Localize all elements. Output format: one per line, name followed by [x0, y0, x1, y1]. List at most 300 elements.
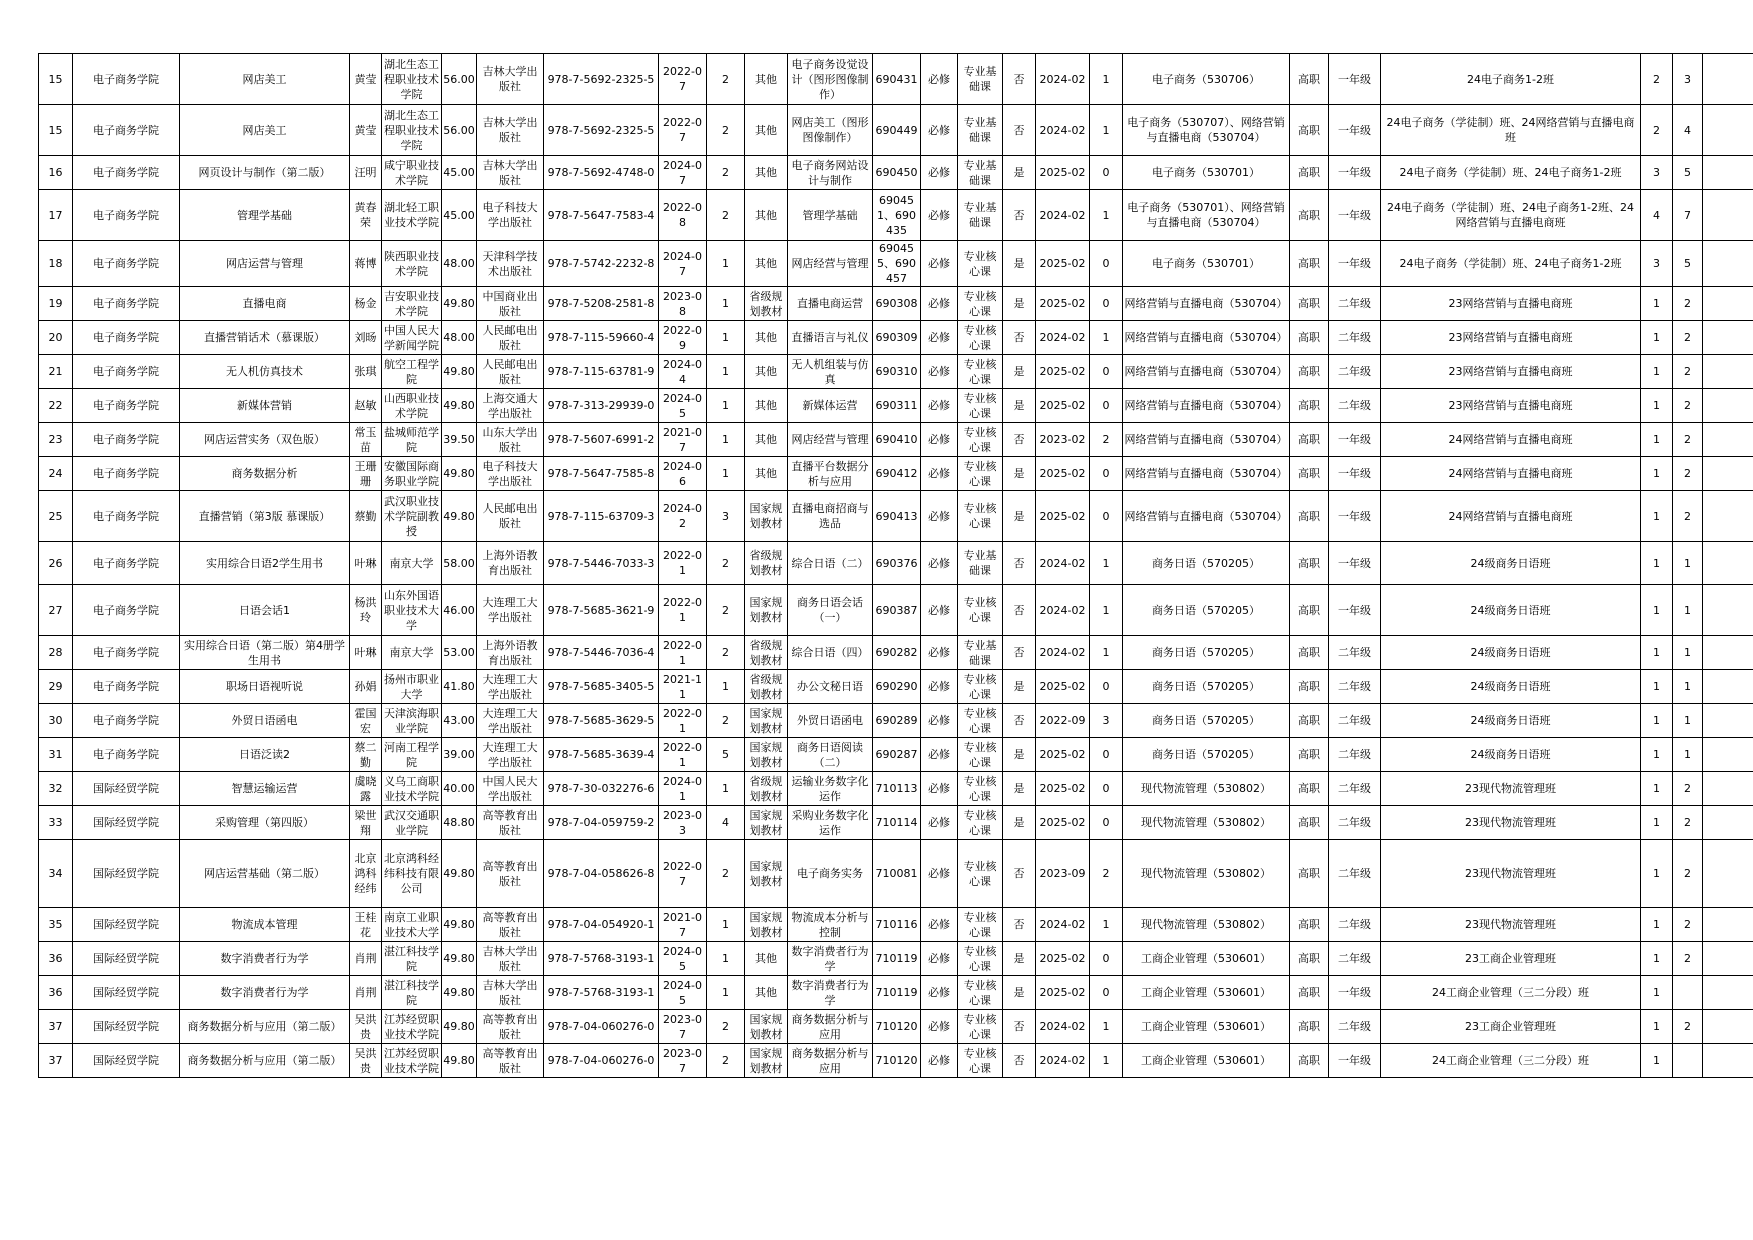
cell-ctype: 专业核心课 — [958, 491, 1003, 542]
cell-edition: 2 — [707, 704, 745, 738]
cell-edu: 高职 — [1290, 105, 1329, 156]
cell-isbn: 978-7-5607-6991-2 — [544, 423, 659, 457]
cell-pubdate: 2023-07 — [659, 1010, 707, 1044]
cell-code-text: 690376 — [875, 556, 918, 570]
cell-newb: 是 — [1003, 156, 1036, 190]
cell-extra — [1703, 321, 1753, 355]
cell-years: 0 — [1090, 241, 1123, 287]
cell-code — [873, 190, 921, 241]
cell-publisher: 大连理工大学出版社 — [477, 704, 544, 738]
cell-first: 2025-02 — [1036, 389, 1090, 423]
cell-edu: 高职 — [1290, 942, 1329, 976]
cell-college: 电子商务学院 — [73, 542, 180, 585]
cell-pubdate: 2022-09 — [659, 321, 707, 355]
cell-code-text: 690451、690435 — [877, 193, 916, 237]
cell-level: 国家规划教材 — [745, 840, 788, 908]
cell-extra — [1703, 738, 1753, 772]
cell-newb: 否 — [1003, 423, 1036, 457]
cell-pubdate: 2024-05 — [659, 389, 707, 423]
cell-code — [873, 942, 921, 976]
cell-author-text: 蔡勤 — [354, 509, 377, 523]
cell-aff: 武汉交通职业学院 — [382, 806, 442, 840]
cell-code-text: 690387 — [875, 603, 918, 617]
cell-author-text: 孙娟 — [354, 680, 377, 693]
cell-edu: 高职 — [1290, 54, 1329, 105]
cell-n2 — [1673, 1044, 1703, 1078]
cell-book: 网店美工 — [180, 105, 350, 156]
cell-newb: 是 — [1003, 241, 1036, 287]
cell-no: 24 — [39, 457, 73, 491]
cell-no: 37 — [39, 1010, 73, 1044]
cell-classes: 24电子商务（学徒制）班、24电子商务1-2班、24网络营销与直播电商班 — [1381, 190, 1641, 241]
cell-author — [350, 942, 382, 976]
cell-no: 17 — [39, 190, 73, 241]
cell-pubdate: 2022-07 — [659, 54, 707, 105]
cell-first: 2025-02 — [1036, 457, 1090, 491]
cell-newb: 是 — [1003, 491, 1036, 542]
cell-n1: 1 — [1641, 806, 1673, 840]
cell-req: 必修 — [921, 738, 958, 772]
cell-aff: 义乌工商职业技术学院 — [382, 772, 442, 806]
cell-aff: 吉安职业技术学院 — [382, 287, 442, 321]
cell-author — [350, 241, 382, 287]
textbook-table — [38, 53, 1753, 1078]
cell-course: 网店经营与管理 — [788, 423, 873, 457]
cell-code-text: 710114 — [875, 816, 918, 829]
cell-edition: 2 — [707, 1044, 745, 1078]
cell-classes: 23工商企业管理班 — [1381, 942, 1641, 976]
table-row — [39, 355, 1753, 389]
cell-classes: 24网络营销与直播电商班 — [1381, 491, 1641, 542]
cell-level: 国家规划教材 — [745, 491, 788, 542]
cell-grade: 二年级 — [1329, 806, 1381, 840]
cell-grade: 二年级 — [1329, 321, 1381, 355]
cell-publisher: 吉林大学出版社 — [477, 105, 544, 156]
cell-first: 2024-02 — [1036, 1044, 1090, 1078]
cell-aff: 武汉职业技术学院副教授 — [382, 491, 442, 542]
cell-years: 1 — [1090, 321, 1123, 355]
cell-price: 48.00 — [442, 321, 477, 355]
cell-classes: 24级商务日语班 — [1381, 542, 1641, 585]
cell-level: 其他 — [745, 156, 788, 190]
cell-newb: 否 — [1003, 105, 1036, 156]
cell-code — [873, 908, 921, 942]
cell-author-text: 杨洪玲 — [354, 596, 377, 624]
cell-author-text: 刘旸 — [354, 331, 377, 344]
cell-n1: 1 — [1641, 772, 1673, 806]
cell-classes: 24电子商务（学徒制）班、24电子商务1-2班 — [1381, 156, 1641, 190]
cell-newb: 否 — [1003, 542, 1036, 585]
cell-author-text: 王珊珊 — [354, 459, 377, 488]
cell-extra — [1703, 190, 1753, 241]
cell-college: 电子商务学院 — [73, 321, 180, 355]
cell-aff: 湛江科技学院 — [382, 942, 442, 976]
cell-newb: 否 — [1003, 585, 1036, 636]
cell-n1: 1 — [1641, 1044, 1673, 1078]
cell-aff: 南京大学 — [382, 542, 442, 585]
cell-first: 2023-02 — [1036, 423, 1090, 457]
cell-author-text: 叶琳 — [354, 556, 377, 570]
cell-edition: 2 — [707, 190, 745, 241]
cell-years: 0 — [1090, 491, 1123, 542]
cell-first: 2024-02 — [1036, 636, 1090, 670]
cell-course: 商务数据分析与应用 — [788, 1044, 873, 1078]
cell-author-text: 蒋博 — [354, 257, 377, 270]
cell-major: 现代物流管理（530802） — [1123, 806, 1290, 840]
cell-grade: 二年级 — [1329, 287, 1381, 321]
cell-price: 43.00 — [442, 704, 477, 738]
cell-ctype: 专业核心课 — [958, 976, 1003, 1010]
cell-edition: 2 — [707, 105, 745, 156]
cell-level: 省级规划教材 — [745, 670, 788, 704]
cell-publisher: 上海外语教育出版社 — [477, 636, 544, 670]
cell-course: 商务日语阅读（二） — [788, 738, 873, 772]
cell-ctype: 专业核心课 — [958, 585, 1003, 636]
cell-author — [350, 287, 382, 321]
cell-price: 45.00 — [442, 190, 477, 241]
cell-price: 49.80 — [442, 942, 477, 976]
cell-book: 日语会话1 — [180, 585, 350, 636]
cell-extra — [1703, 54, 1753, 105]
cell-course: 运输业务数字化运作 — [788, 772, 873, 806]
cell-years: 0 — [1090, 976, 1123, 1010]
table-row — [39, 105, 1753, 156]
cell-level: 其他 — [745, 976, 788, 1010]
cell-college: 电子商务学院 — [73, 491, 180, 542]
cell-level: 其他 — [745, 355, 788, 389]
cell-classes: 23现代物流管理班 — [1381, 840, 1641, 908]
cell-college: 电子商务学院 — [73, 389, 180, 423]
cell-edition: 1 — [707, 287, 745, 321]
cell-ctype: 专业核心课 — [958, 806, 1003, 840]
cell-years: 2 — [1090, 423, 1123, 457]
cell-newb: 否 — [1003, 908, 1036, 942]
cell-aff: 湛江科技学院 — [382, 976, 442, 1010]
cell-newb: 是 — [1003, 772, 1036, 806]
cell-author — [350, 54, 382, 105]
cell-extra — [1703, 542, 1753, 585]
cell-college: 电子商务学院 — [73, 636, 180, 670]
cell-book: 商务数据分析与应用（第二版） — [180, 1044, 350, 1078]
cell-n2: 1 — [1673, 542, 1703, 585]
table-row — [39, 423, 1753, 457]
cell-newb: 否 — [1003, 1044, 1036, 1078]
cell-ctype: 专业基础课 — [958, 542, 1003, 585]
cell-publisher: 大连理工大学出版社 — [477, 585, 544, 636]
cell-ctype: 专业基础课 — [958, 190, 1003, 241]
cell-author-text: 虞晓露 — [354, 774, 377, 803]
cell-extra — [1703, 423, 1753, 457]
cell-first: 2024-02 — [1036, 105, 1090, 156]
cell-code-text: 710081 — [875, 867, 918, 880]
cell-isbn: 978-7-5692-2325-5 — [544, 105, 659, 156]
cell-price: 56.00 — [442, 105, 477, 156]
cell-first: 2024-02 — [1036, 1010, 1090, 1044]
cell-isbn: 978-7-04-054920-1 — [544, 908, 659, 942]
cell-req: 必修 — [921, 704, 958, 738]
cell-years: 3 — [1090, 704, 1123, 738]
cell-code-text: 690431 — [875, 72, 918, 86]
cell-grade: 二年级 — [1329, 355, 1381, 389]
cell-classes: 23网络营销与直播电商班 — [1381, 389, 1641, 423]
cell-edition: 2 — [707, 840, 745, 908]
cell-n1: 1 — [1641, 423, 1673, 457]
cell-pubdate: 2024-05 — [659, 942, 707, 976]
cell-edu: 高职 — [1290, 1010, 1329, 1044]
cell-newb: 否 — [1003, 190, 1036, 241]
cell-level: 其他 — [745, 942, 788, 976]
cell-n1: 1 — [1641, 704, 1673, 738]
cell-author — [350, 1044, 382, 1078]
cell-years: 0 — [1090, 670, 1123, 704]
cell-author-text: 蔡二勤 — [354, 740, 377, 769]
cell-author-text: 肖荆 — [354, 986, 377, 999]
cell-book: 直播营销话术（慕课版） — [180, 321, 350, 355]
cell-n2: 2 — [1673, 491, 1703, 542]
cell-isbn: 978-7-04-060276-0 — [544, 1010, 659, 1044]
cell-college: 国际经贸学院 — [73, 1044, 180, 1078]
cell-author — [350, 389, 382, 423]
table-row — [39, 738, 1753, 772]
cell-years: 0 — [1090, 156, 1123, 190]
cell-code — [873, 542, 921, 585]
cell-publisher: 上海交通大学出版社 — [477, 389, 544, 423]
table-row — [39, 491, 1753, 542]
table-row — [39, 54, 1753, 105]
cell-aff: 山西职业技术学院 — [382, 389, 442, 423]
table-row — [39, 585, 1753, 636]
cell-grade: 一年级 — [1329, 585, 1381, 636]
cell-college: 国际经贸学院 — [73, 942, 180, 976]
cell-newb: 是 — [1003, 457, 1036, 491]
cell-course: 直播平台数据分析与应用 — [788, 457, 873, 491]
cell-edu: 高职 — [1290, 840, 1329, 908]
cell-aff: 湖北生态工程职业技术学院 — [382, 54, 442, 105]
cell-years: 1 — [1090, 636, 1123, 670]
cell-code — [873, 772, 921, 806]
cell-author-text: 张琪 — [354, 365, 377, 378]
cell-code-text: 690289 — [875, 714, 918, 727]
cell-extra — [1703, 491, 1753, 542]
cell-n2: 5 — [1673, 156, 1703, 190]
cell-book: 职场日语视听说 — [180, 670, 350, 704]
cell-years: 0 — [1090, 738, 1123, 772]
cell-course: 管理学基础 — [788, 190, 873, 241]
cell-isbn: 978-7-04-059759-2 — [544, 806, 659, 840]
cell-n1: 1 — [1641, 355, 1673, 389]
cell-college: 国际经贸学院 — [73, 772, 180, 806]
cell-extra — [1703, 156, 1753, 190]
cell-author — [350, 491, 382, 542]
cell-newb: 是 — [1003, 976, 1036, 1010]
cell-newb: 是 — [1003, 670, 1036, 704]
cell-book: 物流成本管理 — [180, 908, 350, 942]
cell-price: 45.00 — [442, 156, 477, 190]
cell-pubdate: 2024-07 — [659, 156, 707, 190]
cell-extra — [1703, 241, 1753, 287]
cell-book: 实用综合日语2学生用书 — [180, 542, 350, 585]
cell-author — [350, 156, 382, 190]
cell-publisher: 吉林大学出版社 — [477, 54, 544, 105]
table-row — [39, 542, 1753, 585]
cell-pubdate: 2021-07 — [659, 908, 707, 942]
cell-publisher: 吉林大学出版社 — [477, 156, 544, 190]
cell-classes: 24网络营销与直播电商班 — [1381, 423, 1641, 457]
cell-major: 电子商务（530701） — [1123, 156, 1290, 190]
cell-grade: 一年级 — [1329, 54, 1381, 105]
cell-n2: 2 — [1673, 423, 1703, 457]
cell-author — [350, 1010, 382, 1044]
cell-book: 无人机仿真技术 — [180, 355, 350, 389]
cell-code — [873, 457, 921, 491]
cell-course: 商务数据分析与应用 — [788, 1010, 873, 1044]
cell-edition: 2 — [707, 542, 745, 585]
cell-book: 采购管理（第四版） — [180, 806, 350, 840]
cell-pubdate: 2024-07 — [659, 241, 707, 287]
cell-price: 53.00 — [442, 636, 477, 670]
cell-college: 国际经贸学院 — [73, 840, 180, 908]
cell-book: 管理学基础 — [180, 190, 350, 241]
cell-book: 商务数据分析与应用（第二版） — [180, 1010, 350, 1044]
cell-major: 电子商务（530701）、网络营销与直播电商（530704） — [1123, 190, 1290, 241]
cell-code-text: 690310 — [875, 365, 918, 378]
cell-first: 2025-02 — [1036, 670, 1090, 704]
cell-code — [873, 840, 921, 908]
cell-edition: 1 — [707, 942, 745, 976]
cell-author — [350, 840, 382, 908]
cell-course: 网店美工（图形图像制作） — [788, 105, 873, 156]
cell-aff: 南京大学 — [382, 636, 442, 670]
cell-author — [350, 908, 382, 942]
cell-first: 2025-02 — [1036, 156, 1090, 190]
cell-isbn: 978-7-5208-2581-8 — [544, 287, 659, 321]
cell-n2: 2 — [1673, 840, 1703, 908]
cell-price: 49.80 — [442, 355, 477, 389]
cell-years: 1 — [1090, 105, 1123, 156]
cell-first: 2025-02 — [1036, 806, 1090, 840]
cell-author-text: 北京鸿科经纬 — [354, 851, 377, 895]
cell-publisher: 电子科技大学出版社 — [477, 457, 544, 491]
cell-author — [350, 772, 382, 806]
cell-isbn: 978-7-5647-7583-4 — [544, 190, 659, 241]
cell-extra — [1703, 772, 1753, 806]
cell-grade: 二年级 — [1329, 670, 1381, 704]
table-row — [39, 287, 1753, 321]
table-row — [39, 670, 1753, 704]
cell-code-text: 690412 — [875, 467, 918, 480]
cell-n1: 1 — [1641, 908, 1673, 942]
cell-major: 商务日语（570205） — [1123, 738, 1290, 772]
cell-book: 直播营销（第3版 慕课版） — [180, 491, 350, 542]
cell-author — [350, 190, 382, 241]
cell-pubdate: 2024-05 — [659, 976, 707, 1010]
cell-level: 国家规划教材 — [745, 1010, 788, 1044]
cell-level: 国家规划教材 — [745, 585, 788, 636]
cell-edu: 高职 — [1290, 423, 1329, 457]
cell-no: 32 — [39, 772, 73, 806]
cell-major: 商务日语（570205） — [1123, 585, 1290, 636]
cell-author-text: 赵敏 — [354, 399, 377, 412]
cell-book: 新媒体营销 — [180, 389, 350, 423]
cell-grade: 二年级 — [1329, 942, 1381, 976]
cell-publisher: 中国商业出版社 — [477, 287, 544, 321]
cell-extra — [1703, 585, 1753, 636]
cell-edu: 高职 — [1290, 287, 1329, 321]
cell-major: 商务日语（570205） — [1123, 636, 1290, 670]
cell-years: 0 — [1090, 772, 1123, 806]
cell-newb: 否 — [1003, 840, 1036, 908]
table-row — [39, 190, 1753, 241]
cell-code — [873, 423, 921, 457]
cell-req: 必修 — [921, 355, 958, 389]
cell-no: 18 — [39, 241, 73, 287]
cell-aff: 北京鸿科经纬科技有限公司 — [382, 840, 442, 908]
cell-isbn: 978-7-5685-3621-9 — [544, 585, 659, 636]
cell-first: 2025-02 — [1036, 241, 1090, 287]
cell-author — [350, 738, 382, 772]
table-row — [39, 156, 1753, 190]
cell-major: 网络营销与直播电商（530704） — [1123, 457, 1290, 491]
cell-major: 商务日语（570205） — [1123, 670, 1290, 704]
cell-edition: 2 — [707, 54, 745, 105]
cell-no: 28 — [39, 636, 73, 670]
cell-author — [350, 105, 382, 156]
cell-code — [873, 389, 921, 423]
cell-first: 2025-02 — [1036, 355, 1090, 389]
table-row — [39, 908, 1753, 942]
cell-years: 0 — [1090, 287, 1123, 321]
cell-edu: 高职 — [1290, 908, 1329, 942]
cell-extra — [1703, 105, 1753, 156]
cell-first: 2025-02 — [1036, 738, 1090, 772]
cell-n2: 2 — [1673, 457, 1703, 491]
cell-classes: 23现代物流管理班 — [1381, 772, 1641, 806]
cell-major: 商务日语（570205） — [1123, 704, 1290, 738]
cell-major: 网络营销与直播电商（530704） — [1123, 321, 1290, 355]
cell-edition: 2 — [707, 585, 745, 636]
cell-req: 必修 — [921, 1044, 958, 1078]
cell-req: 必修 — [921, 389, 958, 423]
cell-price: 49.80 — [442, 457, 477, 491]
cell-newb: 否 — [1003, 704, 1036, 738]
cell-n1: 1 — [1641, 1010, 1673, 1044]
cell-ctype: 专业基础课 — [958, 156, 1003, 190]
cell-pubdate: 2024-06 — [659, 457, 707, 491]
cell-years: 1 — [1090, 190, 1123, 241]
cell-no: 37 — [39, 1044, 73, 1078]
cell-code-text: 690455、690457 — [877, 242, 916, 285]
cell-years: 1 — [1090, 542, 1123, 585]
cell-req: 必修 — [921, 287, 958, 321]
cell-major: 商务日语（570205） — [1123, 542, 1290, 585]
cell-extra — [1703, 840, 1753, 908]
cell-n2: 2 — [1673, 287, 1703, 321]
cell-years: 0 — [1090, 806, 1123, 840]
cell-publisher: 电子科技大学出版社 — [477, 190, 544, 241]
cell-level: 国家规划教材 — [745, 908, 788, 942]
cell-newb: 否 — [1003, 54, 1036, 105]
cell-n1: 1 — [1641, 738, 1673, 772]
table-row — [39, 457, 1753, 491]
cell-author-text: 肖荆 — [354, 952, 377, 965]
cell-extra — [1703, 976, 1753, 1010]
cell-years: 2 — [1090, 840, 1123, 908]
cell-grade: 一年级 — [1329, 156, 1381, 190]
cell-first: 2025-02 — [1036, 772, 1090, 806]
cell-level: 国家规划教材 — [745, 806, 788, 840]
cell-level: 其他 — [745, 241, 788, 287]
cell-edu: 高职 — [1290, 491, 1329, 542]
